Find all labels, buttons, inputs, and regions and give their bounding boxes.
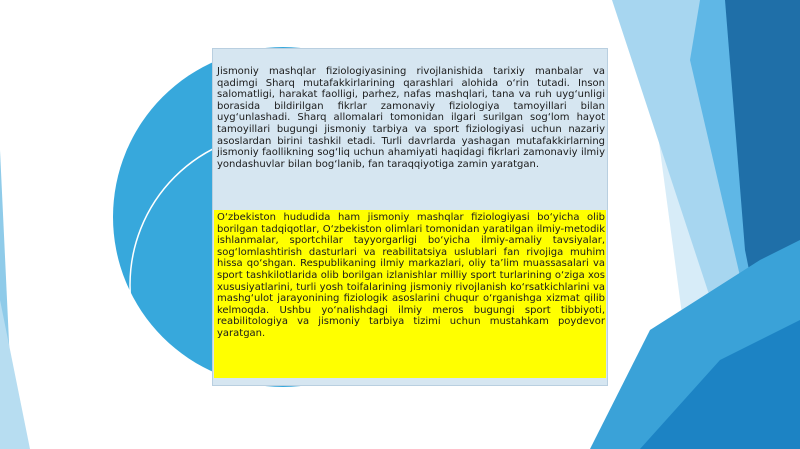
left-accent-wedge-2 [0,300,30,449]
paragraph-uzbekistan-research: O‘zbekiston hududida ham jismoniy mashqlar fiziologiyasi bo‘yicha olib borilgan tadqiqotlar, O‘zbekiston olimlari tomonidan yaratilgan ilmiy-metodik ishlanmalar, sportchilar tayyorgarligi bo‘yicha ilmiy-amaliy tavsiyalar, sog‘lomlashtirish dasturlari va reabilitatsiya uslublari fan rivojiga muhim hissa qo‘shgan. Respublikaning ilmiy markazlari, oliy ta’lim muassasalari va sport tashkilotlarida olib borilgan izlanishlar milliy sport turlarining o‘ziga xos xususiyatlarini, turli yosh toifalarining jismoniy rivojlanish ko‘rsatkichlarini va mashg‘ulot jarayonining fiziologik asoslarini chuqur o‘rganishga xizmat qilib kelmoqda. Ushbu yo‘nalishdagi ilmiy meros bugungi sport tibbiyoti, reabilitologiya va jismoniy tarbiya tizimi uchun mustahkam poydevor yaratgan. [217,212,605,342]
paragraph-history: Jismoniy mashqlar fiziologiyasining rivojlanishida tarixiy manbalar va qadimgi Sharq mutafakkirlarining qarashlari alohida o‘rin tutadi. Inson salomatligi, harakat faolligi, parhez, nafas mashqlari, tana va ruh uyg‘unligi borasida bildirilgan fikrlar zamonaviy fiziologiya tamoyillari bilan uyg‘unlashadi. Sharq allomalari tomonidan ilgari surilgan sog‘lom hayot tamoyillari bugungi jismoniy tarbiya va sport fiziologiyasi uchun nazariy asoslardan birini tashkil etadi. Turli davrlarda yashagan mutafakkirlarning jismoniy faollikning sog‘liq uchun ahamiyati haqidagi fikrlari zamonaviy ilmiy yondashuvlar bilan bog‘lanib, fan taraqqiyotiga zamin yaratgan. [217,66,605,170]
